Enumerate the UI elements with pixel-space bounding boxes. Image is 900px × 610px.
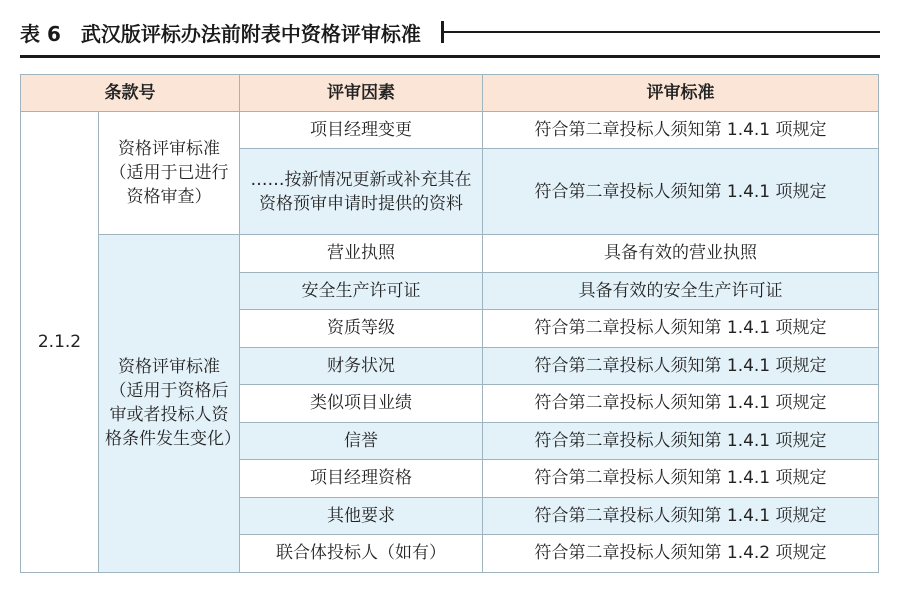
factor-cell: 联合体投标人（如有） (240, 535, 483, 573)
factor-cell: 项目经理资格 (240, 460, 483, 498)
header-standard: 评审标准 (483, 75, 879, 112)
title-rule (20, 55, 880, 58)
group1-label: 资格评审标准（适用于已进行资格审查） (99, 112, 240, 235)
title-divider-line (444, 31, 880, 33)
standard-cell: 符合第二章投标人须知第 1.4.1 项规定 (483, 149, 879, 235)
header-clause: 条款号 (21, 75, 240, 112)
factor-cell: 类似项目业绩 (240, 385, 483, 423)
standard-cell: 符合第二章投标人须知第 1.4.1 项规定 (483, 385, 879, 423)
table-row (21, 235, 879, 273)
standard-cell: 符合第二章投标人须知第 1.4.1 项规定 (483, 422, 879, 460)
group2-label: 资格评审标准（适用于资格后审或者投标人资格条件发生变化） (99, 235, 240, 573)
table-row (21, 112, 879, 149)
factor-cell: 安全生产许可证 (240, 272, 483, 310)
standard-cell: 符合第二章投标人须知第 1.4.1 项规定 (483, 497, 879, 535)
factor-cell: 财务状况 (240, 347, 483, 385)
factor-cell: ……按新情况更新或补充其在资格预审申请时提供的资料 (240, 149, 483, 235)
table-title: 武汉版评标办法前附表中资格评审标准 (80, 21, 421, 46)
table-caption (20, 14, 880, 50)
standard-cell: 符合第二章投标人须知第 1.4.1 项规定 (483, 347, 879, 385)
factor-cell: 营业执照 (240, 235, 483, 273)
qualification-review-table (20, 74, 879, 573)
standard-cell: 符合第二章投标人须知第 1.4.2 项规定 (483, 535, 879, 573)
factor-cell: 信誉 (240, 422, 483, 460)
standard-cell: 符合第二章投标人须知第 1.4.1 项规定 (483, 460, 879, 498)
factor-cell: 资质等级 (240, 310, 483, 348)
standard-cell: 具备有效的安全生产许可证 (483, 272, 879, 310)
standard-cell: 符合第二章投标人须知第 1.4.1 项规定 (483, 310, 879, 348)
header-row (21, 75, 879, 112)
factor-cell: 项目经理变更 (240, 112, 483, 149)
header-factor: 评审因素 (240, 75, 483, 112)
table-number: 表 6 (20, 21, 61, 46)
standard-cell: 符合第二章投标人须知第 1.4.1 项规定 (483, 112, 879, 149)
clause-number: 2.1.2 (21, 112, 99, 573)
standard-cell: 具备有效的营业执照 (483, 235, 879, 273)
factor-cell: 其他要求 (240, 497, 483, 535)
